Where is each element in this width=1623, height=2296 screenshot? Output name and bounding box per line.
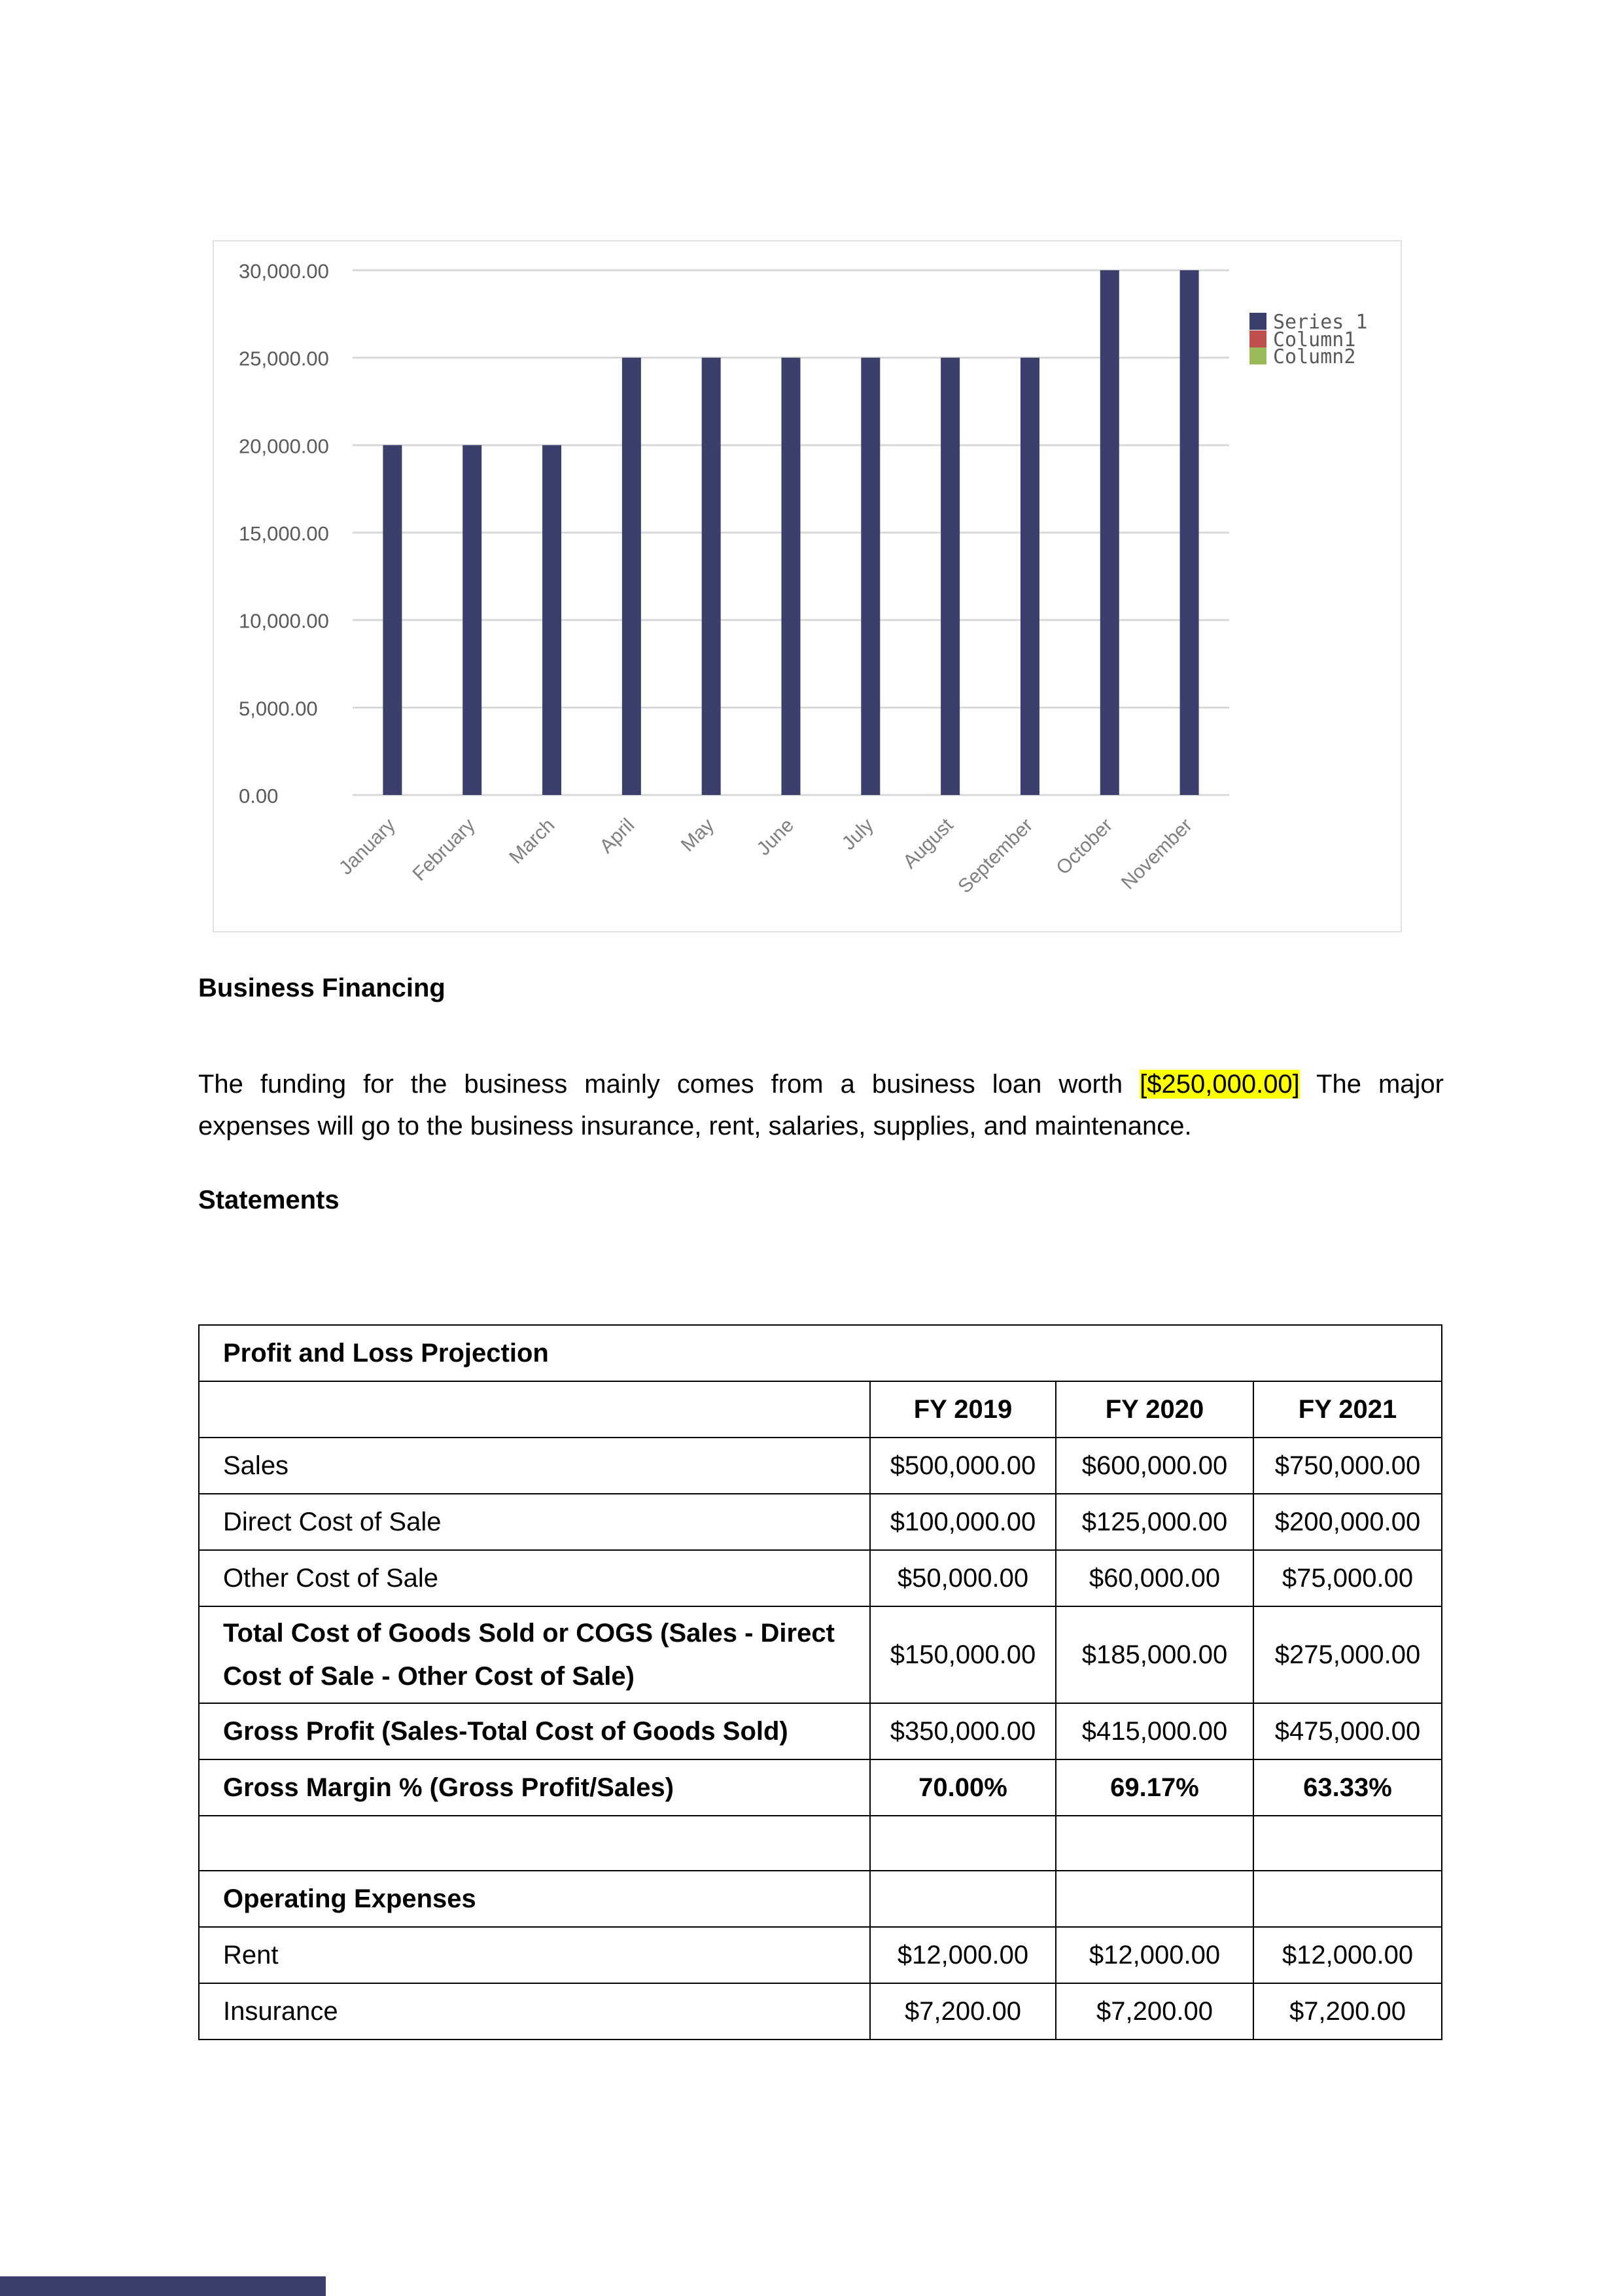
row-label-line: Cost of Sale - Other Cost of Sale) bbox=[223, 1662, 635, 1691]
bar bbox=[782, 358, 801, 795]
row-value: $12,000.00 bbox=[1253, 1927, 1442, 1983]
bar bbox=[702, 358, 721, 795]
y-tick-label: 25,000.00 bbox=[239, 347, 329, 370]
bar-chart-svg bbox=[214, 241, 1403, 934]
empty-cell bbox=[1056, 1816, 1253, 1871]
row-value: $475,000.00 bbox=[1253, 1703, 1442, 1759]
y-tick-label: 15,000.00 bbox=[239, 522, 329, 545]
row-label bbox=[199, 1606, 870, 1703]
financing-line-2: expenses will go to the business insurance, rent, salaries, supplies, and maintenance. bbox=[198, 1112, 1192, 1140]
table-row-gross-profit bbox=[199, 1703, 1442, 1759]
table-row-other-cost bbox=[199, 1550, 1442, 1606]
empty-cell bbox=[1056, 1871, 1253, 1927]
x-tick-label: February bbox=[408, 814, 480, 885]
header-empty-cell bbox=[199, 1381, 870, 1438]
bar bbox=[622, 358, 641, 795]
table-row-insurance bbox=[199, 1983, 1442, 2040]
year-header: FY 2019 bbox=[870, 1381, 1056, 1438]
y-tick-label: 20,000.00 bbox=[239, 434, 329, 458]
table-row-empty bbox=[199, 1816, 1442, 1871]
legend-swatch bbox=[1249, 313, 1266, 330]
row-value: $12,000.00 bbox=[870, 1927, 1056, 1983]
row-value: 63.33% bbox=[1253, 1759, 1442, 1816]
table-row-direct-cost bbox=[199, 1494, 1442, 1550]
financing-paragraph bbox=[198, 1063, 1444, 1147]
table-row-operating-expenses bbox=[199, 1871, 1442, 1927]
empty-cell bbox=[870, 1871, 1056, 1927]
row-label: Direct Cost of Sale bbox=[199, 1494, 870, 1550]
legend-swatch bbox=[1249, 330, 1266, 347]
loan-amount-highlight: [$250,000.00] bbox=[1140, 1070, 1300, 1099]
bar bbox=[1180, 270, 1199, 795]
row-value: $200,000.00 bbox=[1253, 1494, 1442, 1550]
profit-loss-table bbox=[198, 1324, 1442, 2040]
x-tick-label: May bbox=[676, 814, 719, 857]
bar bbox=[383, 445, 402, 795]
footer-accent-bar bbox=[0, 2276, 326, 2296]
x-tick-label: August bbox=[899, 814, 958, 873]
table-title: Profit and Loss Projection bbox=[199, 1325, 1442, 1381]
legend-label: Series 1 bbox=[1273, 311, 1368, 334]
bar bbox=[861, 358, 880, 795]
row-value: $125,000.00 bbox=[1056, 1494, 1253, 1550]
x-tick-label: January bbox=[335, 814, 400, 879]
financing-text-end: The major bbox=[1299, 1070, 1444, 1099]
row-value: $150,000.00 bbox=[870, 1606, 1056, 1703]
x-tick-label: April bbox=[595, 814, 639, 858]
row-value: $12,000.00 bbox=[1056, 1927, 1253, 1983]
y-tick-label: 5,000.00 bbox=[239, 697, 318, 720]
row-value: $500,000.00 bbox=[870, 1438, 1056, 1494]
row-value: 70.00% bbox=[870, 1759, 1056, 1816]
table-row-cogs bbox=[199, 1606, 1442, 1703]
row-value: $415,000.00 bbox=[1056, 1703, 1253, 1759]
statements-heading: Statements bbox=[198, 1186, 340, 1214]
row-value: $275,000.00 bbox=[1253, 1606, 1442, 1703]
row-value: $750,000.00 bbox=[1253, 1438, 1442, 1494]
bar bbox=[1100, 270, 1119, 795]
x-tick-label: November bbox=[1117, 814, 1197, 894]
row-label: Rent bbox=[199, 1927, 870, 1983]
x-tick-label: September bbox=[954, 814, 1038, 898]
x-tick-label: July bbox=[837, 814, 878, 855]
row-label: Insurance bbox=[199, 1983, 870, 2040]
row-label: Operating Expenses bbox=[199, 1871, 870, 1927]
y-tick-label: 0.00 bbox=[239, 785, 279, 807]
row-label: Other Cost of Sale bbox=[199, 1550, 870, 1606]
x-tick-label: March bbox=[505, 814, 559, 868]
row-label: Gross Profit (Sales-Total Cost of Goods Sold) bbox=[199, 1703, 870, 1759]
row-value: $185,000.00 bbox=[1056, 1606, 1253, 1703]
bar-chart bbox=[213, 240, 1402, 932]
table-header-row bbox=[199, 1381, 1442, 1438]
empty-cell bbox=[870, 1816, 1056, 1871]
table-row-rent bbox=[199, 1927, 1442, 1983]
y-tick-label: 30,000.00 bbox=[239, 260, 329, 283]
year-header: FY 2020 bbox=[1056, 1381, 1253, 1438]
row-label-line: Total Cost of Goods Sold or COGS (Sales - Direct bbox=[223, 1619, 835, 1648]
legend-swatch bbox=[1249, 347, 1266, 364]
row-value: 69.17% bbox=[1056, 1759, 1253, 1816]
bar bbox=[1021, 358, 1039, 795]
bar bbox=[542, 445, 561, 795]
empty-cell bbox=[1253, 1871, 1442, 1927]
row-value: $7,200.00 bbox=[1253, 1983, 1442, 2040]
table-title-row bbox=[199, 1325, 1442, 1381]
row-value: $7,200.00 bbox=[1056, 1983, 1253, 2040]
legend-label: Column2 bbox=[1273, 345, 1356, 368]
year-header: FY 2021 bbox=[1253, 1381, 1442, 1438]
financing-line-1 bbox=[198, 1063, 1444, 1105]
empty-cell bbox=[1253, 1816, 1442, 1871]
empty-cell bbox=[199, 1816, 870, 1871]
row-value: $600,000.00 bbox=[1056, 1438, 1253, 1494]
x-tick-label: October bbox=[1052, 814, 1117, 879]
row-label: Gross Margin % (Gross Profit/Sales) bbox=[199, 1759, 870, 1816]
bar bbox=[941, 358, 960, 795]
table-row-gross-margin bbox=[199, 1759, 1442, 1816]
x-tick-label: June bbox=[752, 814, 798, 860]
row-value: $50,000.00 bbox=[870, 1550, 1056, 1606]
financing-text-start: The funding for the business mainly comes from a business loan worth bbox=[198, 1070, 1140, 1099]
bar bbox=[462, 445, 481, 795]
row-value: $75,000.00 bbox=[1253, 1550, 1442, 1606]
row-value: $60,000.00 bbox=[1056, 1550, 1253, 1606]
row-value: $7,200.00 bbox=[870, 1983, 1056, 2040]
row-label: Sales bbox=[199, 1438, 870, 1494]
business-financing-heading: Business Financing bbox=[198, 974, 445, 1002]
row-value: $350,000.00 bbox=[870, 1703, 1056, 1759]
legend-label: Column1 bbox=[1273, 328, 1356, 351]
table-row-sales bbox=[199, 1438, 1442, 1494]
y-tick-label: 10,000.00 bbox=[239, 609, 329, 633]
row-value: $100,000.00 bbox=[870, 1494, 1056, 1550]
